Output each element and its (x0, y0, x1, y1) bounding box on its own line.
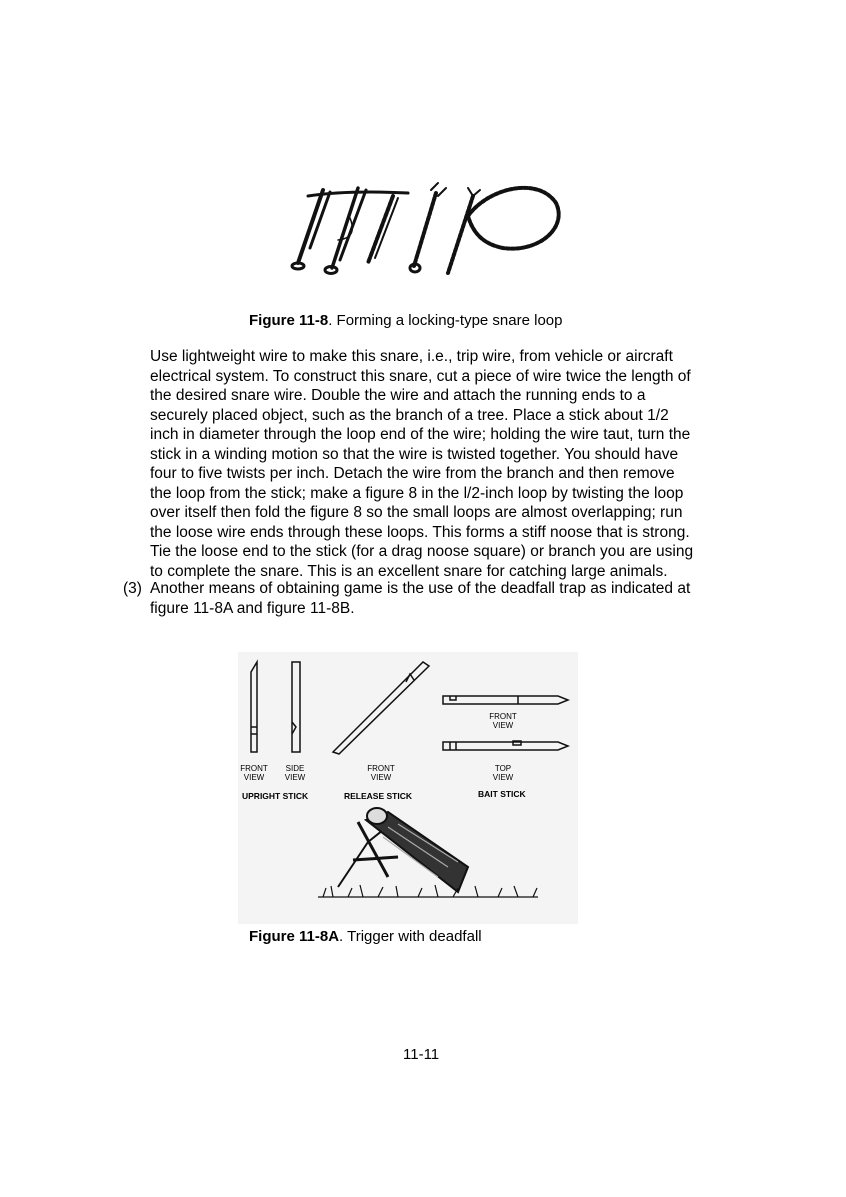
front-view-label: FRONT VIEW (240, 764, 268, 782)
paragraph-line: securely placed object, such as the branch of a tree. Place a stick about 1/2 (150, 406, 669, 424)
list-item-number: (3) (123, 580, 142, 597)
body-paragraph (150, 347, 750, 581)
page-number: 11-11 (403, 1046, 440, 1063)
paragraph-line: Use lightweight wire to make this snare, i.e., trip wire, from vehicle or aircraft (150, 348, 673, 365)
deadfall-trigger-illustration (238, 652, 578, 924)
paragraph-line: stick in a winding motion so that the wire is twisted together. You should have (150, 445, 679, 463)
front-view-label: FRONT VIEW (489, 712, 517, 730)
paragraph-line: inch in diameter through the loop end of the wire; holding the wire taut, turn the (150, 426, 691, 443)
paragraph-line: the desired snare wire. Double the wire and attach the running ends to a (150, 387, 646, 404)
release-stick-label: RELEASE STICK (344, 791, 413, 801)
paragraph-line: to complete the snare. This is an excellent snare for catching large animals. (150, 562, 668, 580)
paragraph-line: the loop from the stick; make a figure 8 in the l/2-inch loop by twisting the loop (150, 484, 684, 502)
figure-caption (249, 928, 482, 946)
figure-caption-text: . Forming a locking-type snare loop (328, 312, 563, 329)
figure-label: Figure 11-8A (249, 928, 340, 945)
figure-caption-text: . Trigger with deadfall (339, 928, 482, 945)
upright-stick-label: UPRIGHT STICK (242, 791, 309, 801)
figure-caption (249, 312, 562, 330)
side-view-label: SIDE VIEW (284, 764, 306, 782)
paragraph-line: Another means of obtaining game is the use of the deadfall trap as indicated at (150, 580, 691, 597)
bait-stick-label: BAIT STICK (478, 789, 526, 799)
paragraph-line: electrical system. To construct this snare, cut a piece of wire twice the length of (150, 367, 691, 385)
paragraph-line: Tie the loose end to the stick (for a drag noose square) or branch you are using (150, 543, 694, 560)
paragraph-line: the loose wire ends through these loops. This forms a stiff noose that is strong. (150, 523, 690, 541)
paragraph-line: figure 11-8A and figure 11-8B. (150, 599, 355, 617)
top-view-label: TOP VIEW (492, 764, 514, 782)
front-view-label: FRONT VIEW (367, 764, 395, 782)
paragraph-line: over itself then fold the figure 8 so the small loops are almost overlapping; run (150, 504, 683, 521)
snare-loop-illustration (268, 178, 568, 278)
trigger-drawing (238, 652, 578, 924)
paragraph-line: four to five twists per inch. Detach the wire from the branch and then remove (150, 465, 675, 482)
figure-label: Figure 11-8 (249, 312, 329, 329)
